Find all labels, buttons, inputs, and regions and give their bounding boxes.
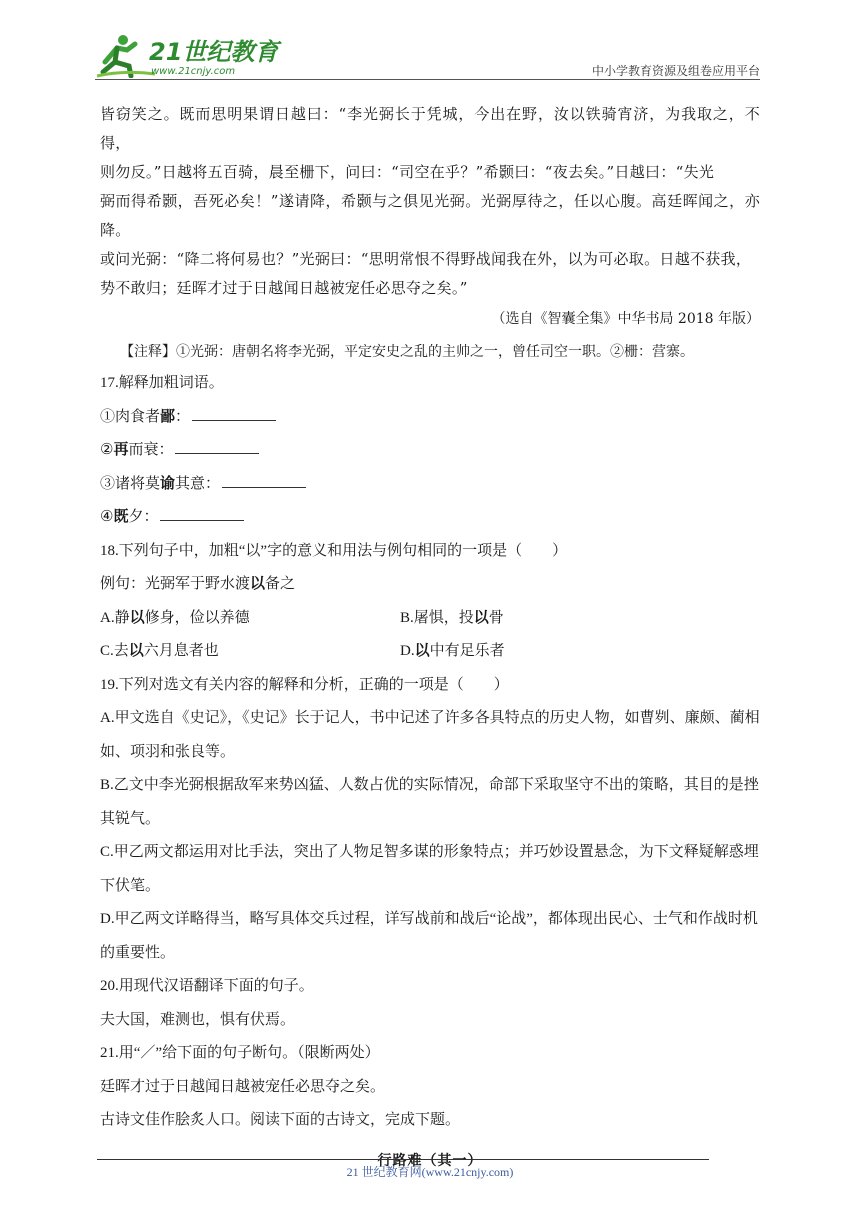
passage-line: 弼而得希颢，吾死必矣！”遂请降，希颢与之俱见光弼。光弼厚待之，任以心腹。高廷晖闻之，亦降。 xyxy=(100,192,760,239)
footer-divider xyxy=(97,1159,709,1160)
q18-options-row xyxy=(100,635,760,669)
q18-option-a[interactable]: A.静以修身，俭以养德 xyxy=(100,609,250,626)
passage-line: 皆窃笑之。既而思明果谓日越曰：“李光弼长于凭城，今出在野，汝以铁骑宵济，为我取之，不得， xyxy=(100,105,760,152)
footer-link[interactable]: 21 世纪教育网(www.21cnjy.com) xyxy=(346,1165,514,1179)
q18-option-d[interactable]: D.以中有足乐者 xyxy=(400,643,505,659)
answer-blank[interactable] xyxy=(192,406,276,421)
q17-item: ①肉食者鄙： xyxy=(100,401,760,435)
header-divider xyxy=(95,79,760,80)
q20-sentence: 夫大国，难测也，惧有伏焉。 xyxy=(100,1011,296,1028)
runner-icon xyxy=(97,35,155,76)
q21-title: 21.用“／”给下面的句子断句。（限断两处） xyxy=(100,1045,380,1061)
poem-title: 行路难（其一） xyxy=(377,1152,483,1169)
q17-item: ②再而衰： xyxy=(100,434,760,468)
logo-text: 21世纪教育 xyxy=(149,38,279,66)
q18-example: 例句：光弼军于野水渡以备之 xyxy=(100,576,296,592)
passage xyxy=(100,100,760,303)
answer-blank[interactable] xyxy=(160,506,244,521)
passage-source: （选自《智囊全集》中华书局 2018 年版） xyxy=(491,311,760,327)
poetry-intro: 古诗文佳作脍炙人口。阅读下面的古诗文，完成下题。 xyxy=(100,1112,461,1128)
q19-option-c[interactable]: C.甲乙两文都运用对比手法，突出了人物足智多谋的形象特点；并巧妙设置悬念，为下文释疑解惑埋下伏笔。 xyxy=(100,844,759,894)
q19-option-d[interactable]: D.甲乙两文详略得当，略写具体交兵过程，详写战前和战后“论战”，都体现出民心、士气和作战时机的重要性。 xyxy=(100,911,758,961)
q19-option-b[interactable]: B.乙文中李光弼根据敌军来势凶猛、人数占优的实际情况，命部下采取坚守不出的策略，其目的是挫其锐气。 xyxy=(100,777,759,827)
q18-title: 18.下列句子中，加粗“以”字的意义和用法与例句相同的一项是（ ） xyxy=(100,542,568,559)
passage-line: 则勿反。”日越将五百骑，晨至栅下，问曰：“司空在乎？”希颢曰：“夜去矣。”日越曰：“失光 xyxy=(100,163,715,181)
answer-blank[interactable] xyxy=(222,473,306,488)
platform-label: 中小学教育资源及组卷应用平台 xyxy=(591,64,760,78)
site-logo xyxy=(95,32,285,78)
passage-line: 或问光弼：“降二将何易也？”光弼曰：“思明常恨不得野战闻我在外，以为可必取。日越不获我， xyxy=(100,250,752,268)
q18-options-row xyxy=(100,602,760,636)
q18-option-b[interactable]: B.屠惧，投以骨 xyxy=(400,609,504,626)
q17-title: 17.解释加粗词语。 xyxy=(100,375,224,391)
q18-option-c[interactable]: C.去以六月息者也 xyxy=(100,643,219,659)
answer-blank[interactable] xyxy=(175,439,259,454)
q21-sentence: 廷晖才过于日越闻日越被宠任必思夺之矣。 xyxy=(100,1078,386,1095)
q17-item: ④既夕： xyxy=(100,501,760,535)
q20-title: 20.用现代汉语翻译下面的句子。 xyxy=(100,978,314,994)
page-content xyxy=(100,100,760,1170)
q17-item: ③诸将莫谕其意： xyxy=(100,468,760,502)
page-header xyxy=(95,30,760,80)
logo-url: www.21cnjy.com xyxy=(151,66,236,77)
q19-option-a[interactable]: A.甲文选自《史记》，《史记》长于记人，书中记述了许多各具特点的历史人物，如曹刿、廉颇、蔺相如、项羽和张良等。 xyxy=(100,710,760,760)
passage-note: 【注释】①光弼：唐朝名将李光弼，平定安史之乱的主帅之一，曾任司空一职。②栅：营寨。 xyxy=(120,344,694,360)
passage-line: 势不敢归；廷晖才过于日越闻日越被宠任必思夺之矣。” xyxy=(100,279,468,297)
q19-title: 19.下列对选文有关内容的解释和分析，正确的一项是（ ） xyxy=(100,676,509,693)
